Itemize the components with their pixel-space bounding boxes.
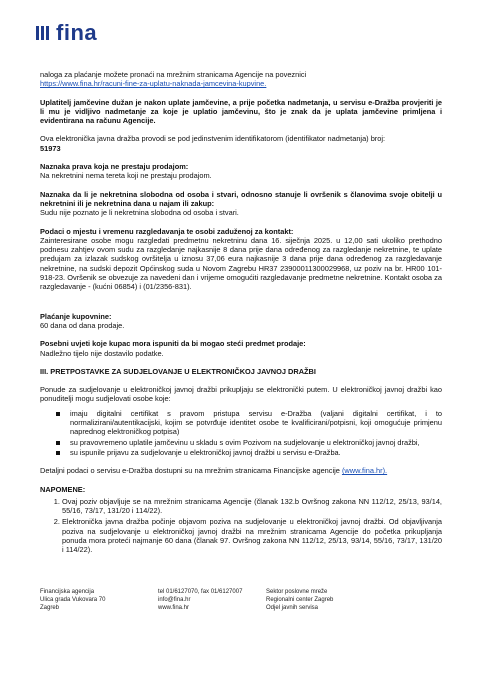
fina-logo <box>36 20 156 46</box>
list-item: imaju digitalni certifikat s pravom pristupa servisu e-Dražba (valjani digitalni certifikat, i to normalizirani/autentikacijski, kojim se potvrđuje identitet osobe te kvalificirani/potpisni, koji omogućuje primjenu naprednog elektroničkog potpisa) <box>70 408 442 437</box>
rights-title: Naznaka prava koja ne prestaju prodajom: <box>40 162 189 172</box>
requirements-list <box>40 409 442 457</box>
free-section <box>40 190 442 218</box>
conditions-title: Posebni uvjeti koje kupac mora ispuniti da bi mogao steći predmet prodaje: <box>40 339 306 349</box>
payment-link[interactable]: https://www.fina.hr/racuni-fine-za-uplatu-naknada-jamcevina-kupvine. <box>40 79 267 89</box>
intro-paragraph-2: Uplatitelj jamčevine dužan je nakon uplate jamčevine, a prije početka nadmetanja, u servisu e-Dražba provjeriti je li mu je vidljivo nadmetanje za koje je uplatio jamčevinu, što je znak da je uplata jamčevine primljena i evidentirana na računu Agencije. <box>40 97 442 126</box>
payment-text: 60 dana od dana prodaje. <box>40 320 125 330</box>
conditions-section <box>40 339 442 358</box>
footer-line: Zagreb <box>40 605 60 611</box>
section-3-title: III. PRETPOSTAVKE ZA SUDJELOVANJE U ELEKTRONIČKOJ JAVNOJ DRAŽBI <box>40 366 316 376</box>
intro-paragraph-1 <box>40 70 442 89</box>
free-title: Naznaka da li je nekretnina slobodna od osoba i stvari, odnosno stanuje li ovršenik s članovima svoje obitelji u nekretnini ili je nekretnina dana u najam ili zakup: <box>40 189 442 208</box>
section-3-text: Ponude za sudjelovanje u elektroničkoj javnoj dražbi prikupljaju se elektronički putem. U elektroničkoj javnoj dražbi kao ponuditelji mogu sudjelovati osobe koje: <box>40 385 442 404</box>
footer-line: Ulica grada Vukovara 70 <box>40 597 106 603</box>
list-item: su ispunile prijavu za sudjelovanje u elektroničkoj javnoj dražbi u servisu e-Dražba. <box>70 448 442 457</box>
footer-line: Sektor poslovne mreže <box>266 589 328 595</box>
list-item: su pravovremeno uplatile jamčevinu u skladu s ovim Pozivom na sudjelovanje u elektroničkoj javnoj dražbi, <box>70 438 442 447</box>
visit-text: Zainteresirane osobe mogu razgledati predmetnu nekretninu dana 16. siječnja 2025. u 12,00 sati ukoliko prethodno podnesu zahtjev ovom sudu za razgledanje najkasnije 8 dana prije dana određenog za razgledanje nekretnine, te uplate predujam za izlazak sudskog ovršitelja u iznosu 37,06 eura najkasnije 3 dana prije dana određenog za razgledavanje nekretnine, na sudski depozit Općinskog suda u Novom Zagrebu HR37 2390001130002996​8, uz poziv na br. HR00 101-918-23. Ovršenik se obvezuje za navedeni dan i vrijeme omogućiti razgledavanje predmetne nekretnine. Kontakt osoba za razgledavanje - (kućni 06854) i (01/2356-831). <box>40 235 442 292</box>
visit-section <box>40 227 442 292</box>
footer-line: Odjel javnih servisa <box>266 605 319 611</box>
list-item: 1. Ovaj poziv objavljuje se na mrežnim stranicama Agencije (članak 132.b Ovršnog zakona NN 112/12, 25/13, 93/14, 55/16, 73/17, 131/20 i 114/22). <box>62 497 442 516</box>
footer-address <box>40 588 105 612</box>
footer-contact <box>158 588 242 612</box>
logo-bars-icon <box>36 26 51 45</box>
list-item: 2. Elektronička javna dražba počinje objavom poziva na sudjelovanje u elektroničkoj javnoj dražbi. Od objavljivanja poziva na sudjelovanje u elektroničkoj javnoj dražbi na mrežnim stranicama Agencije do početka prikupljanja ponuda mora proteći najmanje 60 dana (članak 97. Ovršnog zakona NN 112/12, 25/13, 93/14, 55/16, 73/17, 131/20 i 114/22). <box>62 517 442 554</box>
footer-line: Regionalni center Zagreb <box>266 597 334 603</box>
intro-text-1: naloga za plaćanje možete pronaći na mrežnim stranicama Agencije na poveznici <box>40 70 307 79</box>
logo-text: fina <box>56 20 98 45</box>
free-text: Sudu nije poznato je li nekretnina slobodna od osoba i stvari. <box>40 208 239 218</box>
conditions-text: Nadležno tijelo nije dostavilo podatke. <box>40 348 164 358</box>
payment-title: Plaćanje kupovnine: <box>40 311 112 321</box>
auction-identifier: 51973 <box>40 143 61 153</box>
footer-web-link[interactable]: www.fina.hr <box>158 605 190 611</box>
footer-email-link[interactable]: info@fina.hr <box>158 597 191 603</box>
details-paragraph <box>40 466 442 475</box>
identifier-text: Ova elektronička javna dražba provodi se pod jedinstvenim identifikatorom (identifikator nadmetanja) broj: <box>40 134 386 144</box>
footer-line: Financijska agencija <box>40 589 95 595</box>
footer-department <box>266 588 333 612</box>
fina-website-link[interactable]: (www.fina.hr). <box>341 466 388 476</box>
notes-list <box>40 497 442 555</box>
notes-title: NAPOMENE: <box>40 484 86 494</box>
visit-title: Podaci o mjestu i vremenu razgledavanja te osobi zaduženoj za kontakt: <box>40 226 294 236</box>
intro-paragraph-3 <box>40 134 442 153</box>
rights-section <box>40 162 442 181</box>
details-text: Detaljni podaci o servisu e-Dražba dostupni su na mrežnim stranicama Financijske agencije <box>40 466 340 476</box>
footer-line: tel 01/6127070, fax 01/6127007 <box>158 589 243 595</box>
document-body <box>40 70 442 557</box>
payment-section <box>40 312 442 331</box>
rights-text: Na nekretnini nema tereta koji ne prestaju prodajom. <box>40 171 212 181</box>
